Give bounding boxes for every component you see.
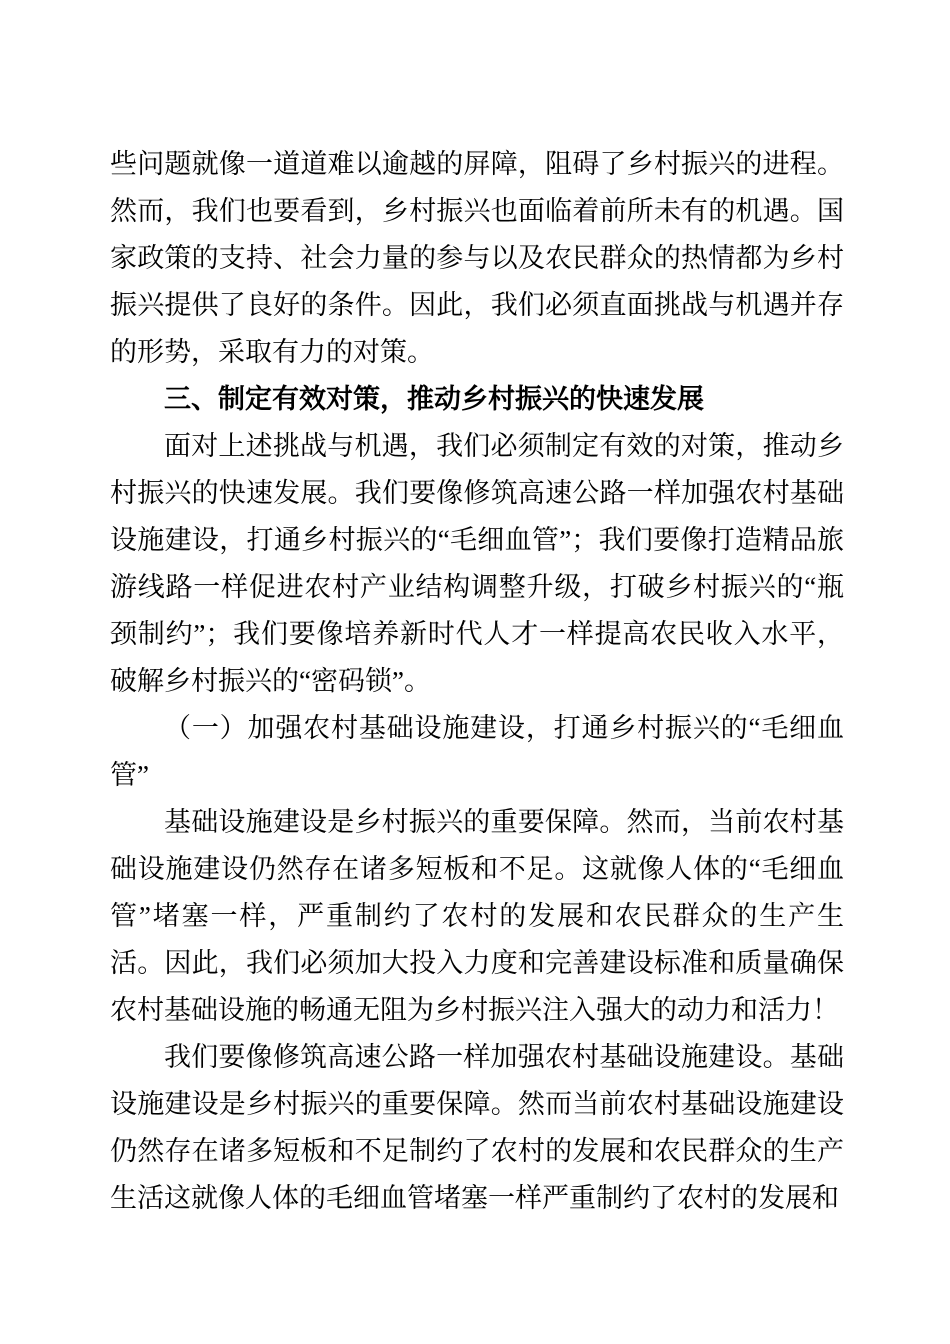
paragraph-continuation: 些问题就像一道道难以逾越的屏障，阻碍了乡村振兴的进程。然而，我们也要看到，乡村振兴也面临着前所未有的机遇。国家政策的支持、社会力量的参与以及农民群众的热情都为乡村振兴提供了良好的条件。因此，我们必须直面挑战与机遇并存的形势，采取有力的对策。 — [110, 149, 844, 367]
paragraph-countermeasures-overview: 面对上述挑战与机遇，我们必须制定有效的对策，推动乡村振兴的快速发展。我们要像修筑高速公路一样加强农村基础设施建设，打通乡村振兴的“毛细血管”；我们要像打造精品旅游线路一样促进农村产业结构调整升级，打破乡村振兴的“瓶颈制约”；我们要像培养新时代人才一样提高农民收入水平，破解乡村振兴的“密码锁”。 — [110, 431, 844, 696]
subsection-heading-1: （一）加强农村基础设施建设，打通乡村振兴的“毛细血管” — [110, 713, 844, 790]
paragraph-infrastructure-importance: 基础设施建设是乡村振兴的重要保障。然而，当前农村基础设施建设仍然存在诸多短板和不足。这就像人体的“毛细血管”堵塞一样，严重制约了农村的发展和农民群众的生产生活。因此，我们必须加大投入力度和完善建设标准和质量确保农村基础设施的畅通无阻为乡村振兴注入强大的动力和活力！ — [110, 807, 844, 1025]
paragraph-infrastructure-truncated: 我们要像修筑高速公路一样加强农村基础设施建设。基础设施建设是乡村振兴的重要保障。然而当前农村基础设施建设仍然存在诸多短板和不足制约了农村的发展和农民群众的生产生活这就像人体的毛细血管堵塞一样严重制约了农村的发展和 — [110, 1042, 844, 1213]
section-heading-3: 三、制定有效对策，推动乡村振兴的快速发展 — [164, 384, 704, 414]
